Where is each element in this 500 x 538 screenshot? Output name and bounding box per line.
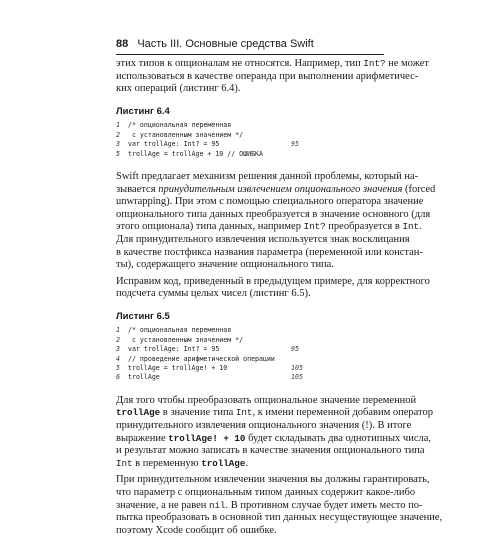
text-line xyxy=(116,432,432,446)
text-run: значение, а не равен xyxy=(116,499,209,511)
text-run: Swift предлагает механизм решения данной проблемы, который на- xyxy=(116,170,419,182)
inline-code: Int xyxy=(402,221,419,233)
text-line xyxy=(116,221,422,234)
text-run: принудительного извлечения опционального значения (!). В итоге xyxy=(116,420,412,431)
inline-code-bold: trollAge xyxy=(116,407,161,419)
code-text: trollAge = trollAge + 10 // ОШИБКА xyxy=(128,149,263,158)
text-line xyxy=(116,512,443,525)
line-number: 5 xyxy=(116,149,120,158)
text-line xyxy=(116,246,423,260)
code-text: с установленным значением */ xyxy=(128,335,244,344)
text-run: не может xyxy=(385,58,429,69)
code-text: var trollAge: Int? = 95 xyxy=(128,345,220,354)
code-text: /* опциональная переменная xyxy=(128,326,232,335)
text-line xyxy=(116,407,434,420)
text-line xyxy=(116,233,410,247)
code-text: trollAge = trollAge! + 10 xyxy=(128,364,228,373)
line-number: 4 xyxy=(116,354,120,363)
text-run: этого опционала) типа данных, например xyxy=(116,221,304,233)
code-line xyxy=(116,336,384,345)
running-header xyxy=(116,38,388,52)
inline-code-bold: trollAge xyxy=(201,457,246,469)
line-number: 1 xyxy=(116,326,120,335)
playground-result: 95 xyxy=(291,345,299,354)
paragraph-intro xyxy=(116,58,429,96)
text-run: . xyxy=(419,221,422,233)
line-number: 6 xyxy=(116,373,120,382)
line-number: 3 xyxy=(116,345,120,354)
code-line xyxy=(116,121,384,130)
text-run: Исправим код, приведенный в предыдущем примере, для корректного xyxy=(116,275,430,287)
text-line xyxy=(116,499,423,513)
text-line xyxy=(116,183,436,197)
code-line xyxy=(116,345,384,354)
text-run: , к имени переменной добавим оператор xyxy=(252,407,434,419)
code-line xyxy=(116,150,384,159)
text-line xyxy=(116,486,416,500)
text-line xyxy=(116,445,425,458)
text-run: ты), содержащего значение опционального типа. xyxy=(116,259,334,271)
listing-6-5-code xyxy=(116,326,384,382)
text-run: Для принудительного извлечения используется знак восклицания xyxy=(116,233,410,245)
text-line xyxy=(116,208,431,222)
inline-code-bold: trollAge! + 10 xyxy=(168,432,246,444)
line-number: 5 xyxy=(116,364,120,373)
text-line xyxy=(116,83,384,96)
text-run: Для того чтобы преобразовать опциональное значение переменной xyxy=(116,394,417,406)
text-run: и результат можно записать в качестве значения опционального типа xyxy=(116,445,425,457)
code-text: var trollAge: Int? = 95 xyxy=(128,140,220,149)
text-run: выражение xyxy=(116,432,169,444)
paragraph-explanation xyxy=(116,394,434,471)
inline-code: Int xyxy=(235,407,253,419)
emphasized-term: принудительным извлечением опционального значения xyxy=(158,183,403,195)
code-line xyxy=(116,326,384,335)
playground-result: 105 xyxy=(291,364,303,373)
text-run: что параметр с опциональным типом данных содержит какое-либо xyxy=(116,486,416,498)
listing-6-4-code xyxy=(116,121,384,159)
code-line xyxy=(116,131,384,140)
text-run: этих типов к опционалам не относятся. Например, тип xyxy=(116,58,364,69)
line-number: 1 xyxy=(116,121,120,130)
text-run: подсчета суммы целых чисел (листинг 6.5). xyxy=(116,288,311,300)
line-number: 3 xyxy=(116,140,120,149)
text-run: При принудительном извлечении значения вы должны гарантировать, xyxy=(116,474,430,486)
text-line xyxy=(116,420,412,433)
playground-result: 95 xyxy=(291,140,299,149)
page-body xyxy=(116,58,443,538)
header-rule xyxy=(116,54,384,55)
text-line xyxy=(116,474,430,487)
inline-code: Int? xyxy=(303,221,326,233)
code-text: trollAge xyxy=(128,373,160,382)
line-number: 2 xyxy=(116,335,120,344)
text-run: в качестве постфикса названия параметра (переменной или констан- xyxy=(116,246,423,258)
text-line xyxy=(116,70,419,84)
text-line xyxy=(116,170,419,184)
text-line xyxy=(116,196,424,209)
text-line xyxy=(116,525,384,538)
paragraph-fix-code xyxy=(116,275,430,301)
text-run: ких операций (листинг 6.4). xyxy=(116,83,241,95)
code-text: /* опциональная переменная xyxy=(128,121,232,130)
text-line xyxy=(116,275,430,289)
text-line xyxy=(116,259,384,272)
inline-code: Int xyxy=(116,457,133,469)
line-number: 2 xyxy=(116,130,120,139)
code-text: с установленным значением */ xyxy=(128,130,244,139)
text-run: в переменную xyxy=(132,457,202,469)
listing-6-4-title: Листинг 6.4 xyxy=(116,105,170,117)
listing-6-5-title: Листинг 6.5 xyxy=(116,310,170,322)
text-run: зывается xyxy=(116,183,159,195)
text-run: опционального типа данных преобразуется в значение основного (для xyxy=(116,208,431,220)
text-line xyxy=(116,394,417,408)
code-line xyxy=(116,140,384,149)
text-run: . В противном случае будет иметь место по- xyxy=(225,499,423,511)
code-line xyxy=(116,373,384,382)
text-run: пытка преобразовать в основной тип данных несуществующее значение, xyxy=(116,512,443,524)
paragraph-forced-unwrapping xyxy=(116,170,436,272)
inline-code: Int? xyxy=(363,58,386,69)
text-run: использоваться в качестве операнда при выполнении арифметичес- xyxy=(116,70,419,82)
text-run: в значение типа xyxy=(160,407,236,419)
playground-result: 105 xyxy=(291,373,303,382)
part-title: Часть III. Основные средства Swift xyxy=(137,38,314,50)
page-number: 88 xyxy=(116,38,129,50)
inline-code: nil xyxy=(209,499,226,511)
text-run: поэтому Xcode сообщит об ошибке. xyxy=(116,524,277,536)
text-run: (forced xyxy=(402,183,436,195)
text-line xyxy=(116,458,384,471)
code-line xyxy=(116,355,384,364)
text-line xyxy=(116,58,429,71)
text-run: преобразуется в xyxy=(325,221,403,233)
text-run: будет складывать два однотипных числа, xyxy=(245,432,432,444)
text-run: unwrapping). При этом с помощью специального оператора значение xyxy=(116,196,424,208)
paragraph-warning xyxy=(116,474,443,537)
code-line xyxy=(116,364,384,373)
text-run: . xyxy=(245,457,248,469)
text-line xyxy=(116,288,384,301)
code-text: // проведение арифметической операции xyxy=(128,354,275,363)
